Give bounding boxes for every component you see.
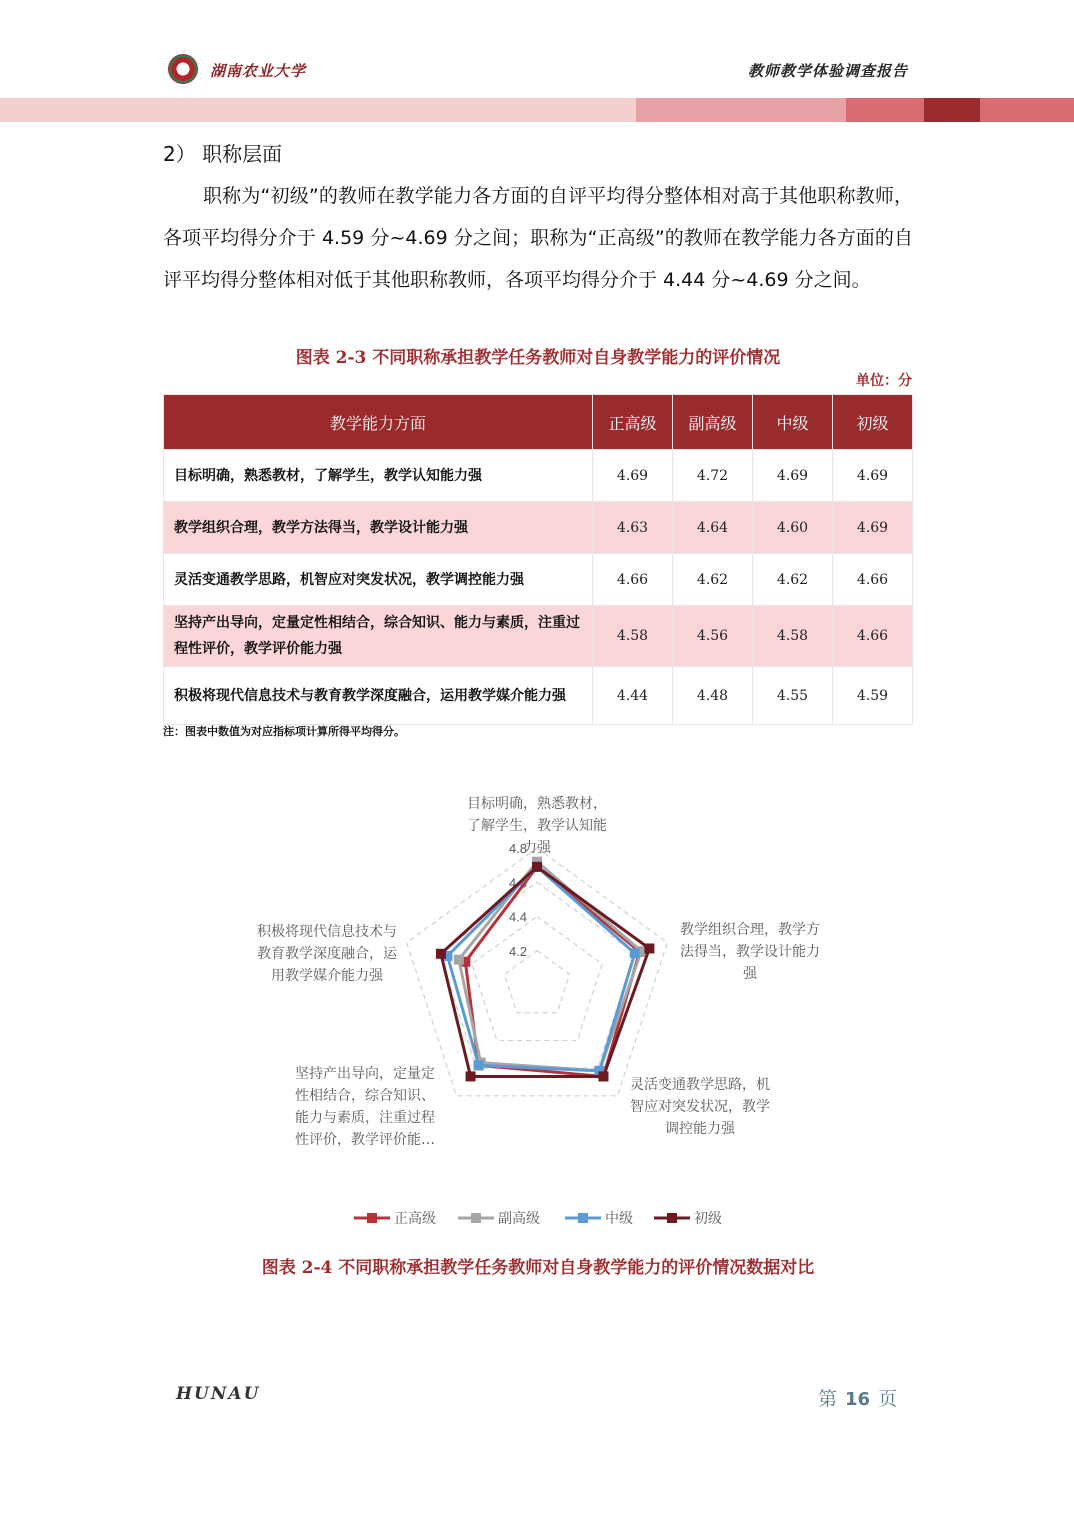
- row-label: 灵活变通教学思路，机智应对突发状况，教学调控能力强: [164, 554, 593, 606]
- table-cell: 4.62: [753, 554, 833, 606]
- table-cell: 4.72: [673, 450, 753, 502]
- radar-series-point: [466, 1071, 476, 1081]
- radar-tick-label: 4.8: [508, 841, 528, 856]
- table-row: [164, 554, 913, 606]
- radar-axis-label: 能力与素质，注重过程: [295, 1110, 435, 1126]
- radar-axis-label: 教育教学深度融合，运: [257, 946, 397, 962]
- legend-swatch-marker: [667, 1213, 677, 1223]
- radar-axis-label: 积极将现代信息技术与: [257, 924, 397, 940]
- radar-axis-label: 力强: [523, 840, 551, 856]
- legend-label: 初级: [694, 1211, 722, 1227]
- section-paragraph: 职称为“初级”的教师在教学能力各方面的自评平均得分整体相对高于其他职称教师，各项平均得分介于 4.59 分~4.69 分之间；职称为“正高级”的教师在教学能力各方面的自评平均得分整体相对低于其他职称教师，各项平均得分介于 4.44 分~4.69 分之间。: [163, 185, 913, 291]
- radar-chart: [163, 780, 913, 1245]
- radar-series-point: [436, 949, 446, 959]
- row-label: 目标明确，熟悉教材，了解学生，教学认知能力强: [164, 450, 593, 502]
- table-cell: 4.55: [753, 667, 833, 725]
- page-suffix: 页: [878, 1388, 898, 1410]
- header-band-1: [0, 98, 636, 122]
- section-title: 2） 职称层面: [163, 142, 283, 166]
- header-cell: 初级: [833, 395, 913, 450]
- report-title: 教师教学体验调查报告: [747, 62, 908, 80]
- table-cell: 4.58: [753, 606, 833, 667]
- radar-axis-label: 灵活变通教学思路，机: [630, 1077, 770, 1093]
- table-row: [164, 606, 913, 667]
- page-number-value: 16: [845, 1389, 871, 1410]
- radar-axis-label: 坚持产出导向，定量定: [295, 1066, 435, 1082]
- chart-caption: 图表 2-4 不同职称承担教学任务教师对自身教学能力的评价情况数据对比: [261, 1258, 815, 1278]
- radar-grid-ring: [504, 951, 569, 1013]
- university-name: 湖南农业大学: [210, 62, 307, 80]
- header-cell: 教学能力方面: [164, 395, 593, 450]
- table-row: [164, 667, 913, 725]
- radar-tick-label: 4.6: [508, 875, 528, 891]
- row-label: 积极将现代信息技术与教育教学深度融合，运用教学媒介能力强: [164, 667, 593, 725]
- table-cell: 4.66: [833, 606, 913, 667]
- legend-label: 中级: [605, 1211, 633, 1227]
- table-cell: 4.48: [673, 667, 753, 725]
- table-cell: 4.59: [833, 667, 913, 725]
- radar-series-point: [644, 943, 654, 953]
- header-band-4: [924, 98, 980, 122]
- radar-series-point: [474, 1060, 484, 1070]
- footer-brand: HUNAU: [176, 1384, 261, 1404]
- radar-axis-label: 强: [743, 966, 757, 982]
- table-cell: 4.69: [593, 450, 673, 502]
- radar-grid-ring: [472, 917, 602, 1041]
- score-table: [163, 394, 913, 725]
- header-cell: 副高级: [673, 395, 753, 450]
- row-label: 教学组织合理，教学方法得当，教学设计能力强: [164, 502, 593, 554]
- page-prefix: 第: [818, 1388, 838, 1410]
- table-row: [164, 502, 913, 554]
- radar-axis-label: 性相结合，综合知识、: [295, 1088, 435, 1104]
- table-cell: 4.66: [593, 554, 673, 606]
- header-cell: 正高级: [593, 395, 673, 450]
- table-header-row: [164, 395, 913, 450]
- table-cell: 4.60: [753, 502, 833, 554]
- table-cell: 4.62: [673, 554, 753, 606]
- radar-axis-label: 法得当，教学设计能力: [680, 944, 820, 960]
- page-number: [818, 1384, 897, 1411]
- table-cell: 4.69: [753, 450, 833, 502]
- legend-label: 副高级: [498, 1211, 540, 1227]
- legend-swatch-marker: [471, 1213, 481, 1223]
- university-logo-icon: [168, 54, 198, 84]
- radar-tick-label: 4.2: [508, 943, 528, 959]
- header-band-3: [846, 98, 924, 122]
- radar-axis-label: 智应对突发状况，教学: [630, 1099, 770, 1115]
- radar-series-point: [532, 862, 542, 872]
- radar-series-point: [630, 948, 640, 958]
- radar-axis-label: 调控能力强: [665, 1121, 735, 1137]
- row-label: 坚持产出导向，定量定性相结合，综合知识、能力与素质，注重过程性评价，教学评价能力强: [164, 606, 593, 667]
- radar-tick-label: 4.4: [508, 909, 528, 925]
- page-header: [0, 0, 1074, 130]
- header-band-5: [980, 98, 1074, 122]
- table-note: 注：图表中数值为对应指标项计算所得平均得分。: [163, 725, 405, 738]
- table-cell: 4.63: [593, 502, 673, 554]
- table-row: [164, 450, 913, 502]
- radar-axis-label: 教学组织合理，教学方: [680, 922, 820, 938]
- header-band-2: [636, 98, 846, 122]
- table-cell: 4.58: [593, 606, 673, 667]
- table-cell: 4.69: [833, 502, 913, 554]
- radar-axis-label: 性评价，教学评价能…: [295, 1132, 435, 1148]
- radar-series-point: [454, 955, 464, 965]
- table-unit: 单位：分: [856, 373, 912, 389]
- header-cell: 中级: [753, 395, 833, 450]
- table-caption: 图表 2-3 不同职称承担教学任务教师对自身教学能力的评价情况: [295, 348, 781, 368]
- table-cell: 4.44: [593, 667, 673, 725]
- legend-swatch-marker: [367, 1213, 377, 1223]
- legend-label: 正高级: [394, 1211, 436, 1227]
- radar-axis-label: 目标明确，熟悉教材，: [467, 796, 607, 812]
- table-cell: 4.69: [833, 450, 913, 502]
- table-cell: 4.56: [673, 606, 753, 667]
- radar-axis-label: 了解学生，教学认知能: [467, 818, 607, 834]
- radar-series-point: [598, 1071, 608, 1081]
- table-cell: 4.64: [673, 502, 753, 554]
- legend-swatch-marker: [578, 1213, 588, 1223]
- radar-axis-label: 用教学媒介能力强: [271, 968, 383, 984]
- table-cell: 4.66: [833, 554, 913, 606]
